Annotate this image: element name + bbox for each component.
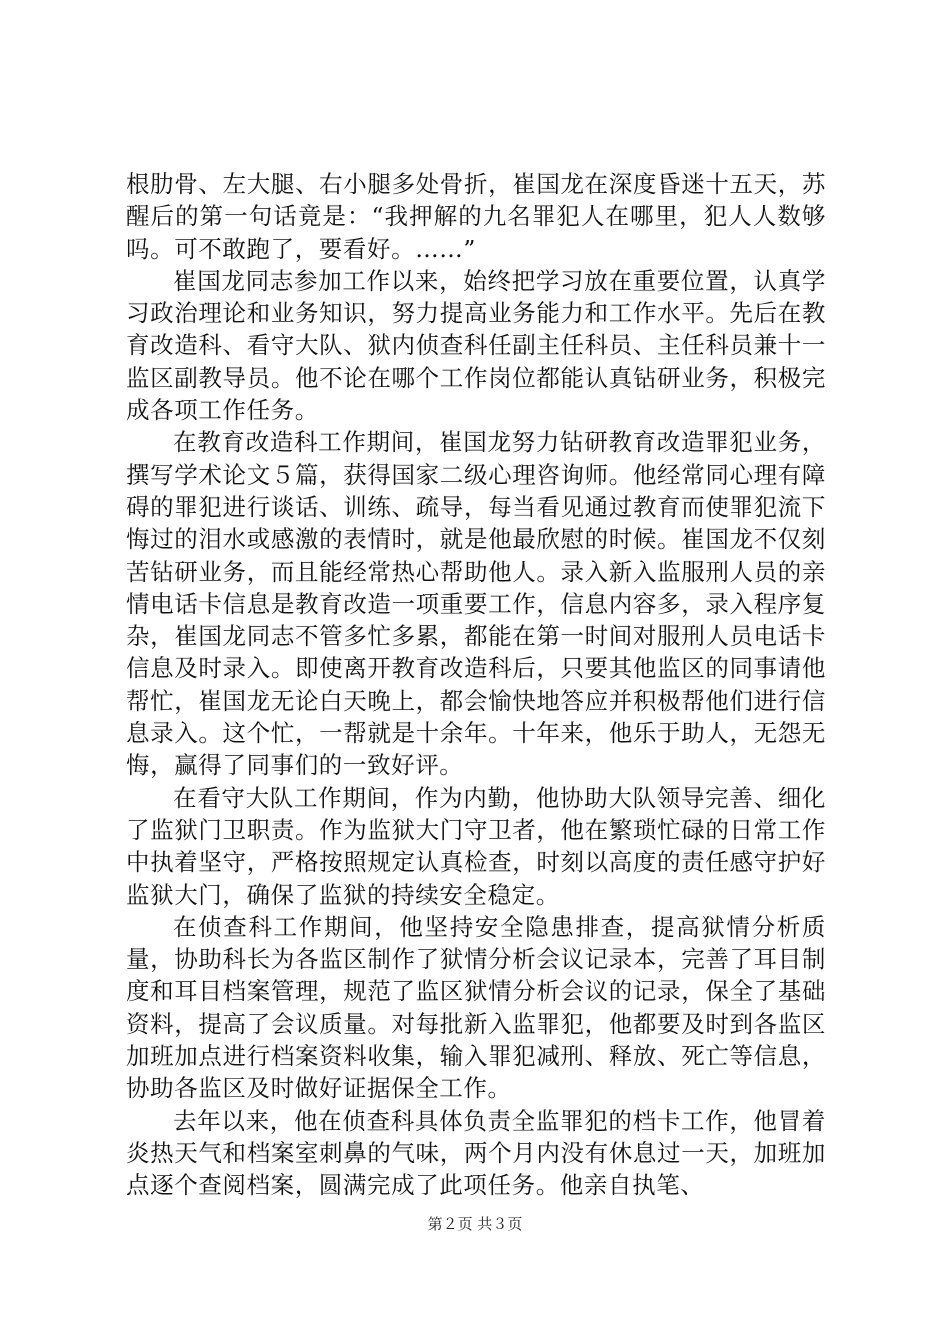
- paragraph-investigation-section: 在侦查科工作期间，他坚持安全隐患排查，提高狱情分析质量，协助科长为各监区制作了狱情分析会议记录本，完善了耳目制度和耳目档案管理，规范了监区狱情分析会议的记录，保全了基础资料，提高了会议质量。对每批新入监罪犯，他都要及时到各监区加班加点进行档案资料收集，输入罪犯减刑、释放、死亡等信息，协助各监区及时做好证据保全工作。: [126, 912, 826, 1103]
- paragraph-continued: 根肋骨、左大腿、右小腿多处骨折，崔国龙在深度昏迷十五天，苏醒后的第一句话竟是：“我押解的九名罪犯人在哪里，犯人人数够吗。可不敢跑了，要看好。……”: [126, 170, 826, 263]
- paragraph-last-year: 去年以来，他在侦查科具体负责全监罪犯的档卡工作，他冒着炎热天气和档案室刺鼻的气味，两个月内没有休息过一天，加班加点逐个查阅档案，圆满完成了此项任务。他亲自执笔、: [126, 1106, 826, 1200]
- page-number-footer: 第２页 共３页: [427, 1215, 523, 1233]
- paragraph-guard-brigade: 在看守大队工作期间，作为内勤，他协助大队领导完善、细化了监狱门卫职责。作为监狱大门守卫者，他在繁琐忙碌的日常工作中执着坚守，严格按照规定认真检查，时刻以高度的责任感守护好监狱大门，确保了监狱的持续安全稳定。: [126, 783, 826, 909]
- paragraph-education-section: 在教育改造科工作期间，崔国龙努力钻研教育改造罪犯业务，撰写学术论文５篇，获得国家二级心理咨询师。他经常同心理有障碍的罪犯进行谈话、训练、疏导，每当看见通过教育而使罪犯流下悔过的泪水或感激的表情时，就是他最欣慰的时候。崔国龙不仅刻苦钻研业务，而且能经常热心帮助他人。录入新入监服刑人员的亲情电话卡信息是教育改造一项重要工作，信息内容多，录入程序复杂，崔国龙同志不管多忙多累，都能在第一时间对服刑人员电话卡信息及时录入。即使离开教育改造科后，只要其他监区的同事请他帮忙，崔国龙无论白天晚上，都会愉快地答应并积极帮他们进行信息录入。这个忙，一帮就是十余年。十年来，他乐于助人，无怨无悔，赢得了同事们的一致好评。: [126, 428, 826, 780]
- paragraph-study: 崔国龙同志参加工作以来，始终把学习放在重要位置，认真学习政治理论和业务知识，努力提高业务能力和工作水平。先后在教育改造科、看守大队、狱内侦查科任副主任科员、主任科员兼十一监区副教导员。他不论在哪个工作岗位都能认真钻研业务，积极完成各项工作任务。: [126, 266, 826, 425]
- document-body: [126, 168, 826, 1202]
